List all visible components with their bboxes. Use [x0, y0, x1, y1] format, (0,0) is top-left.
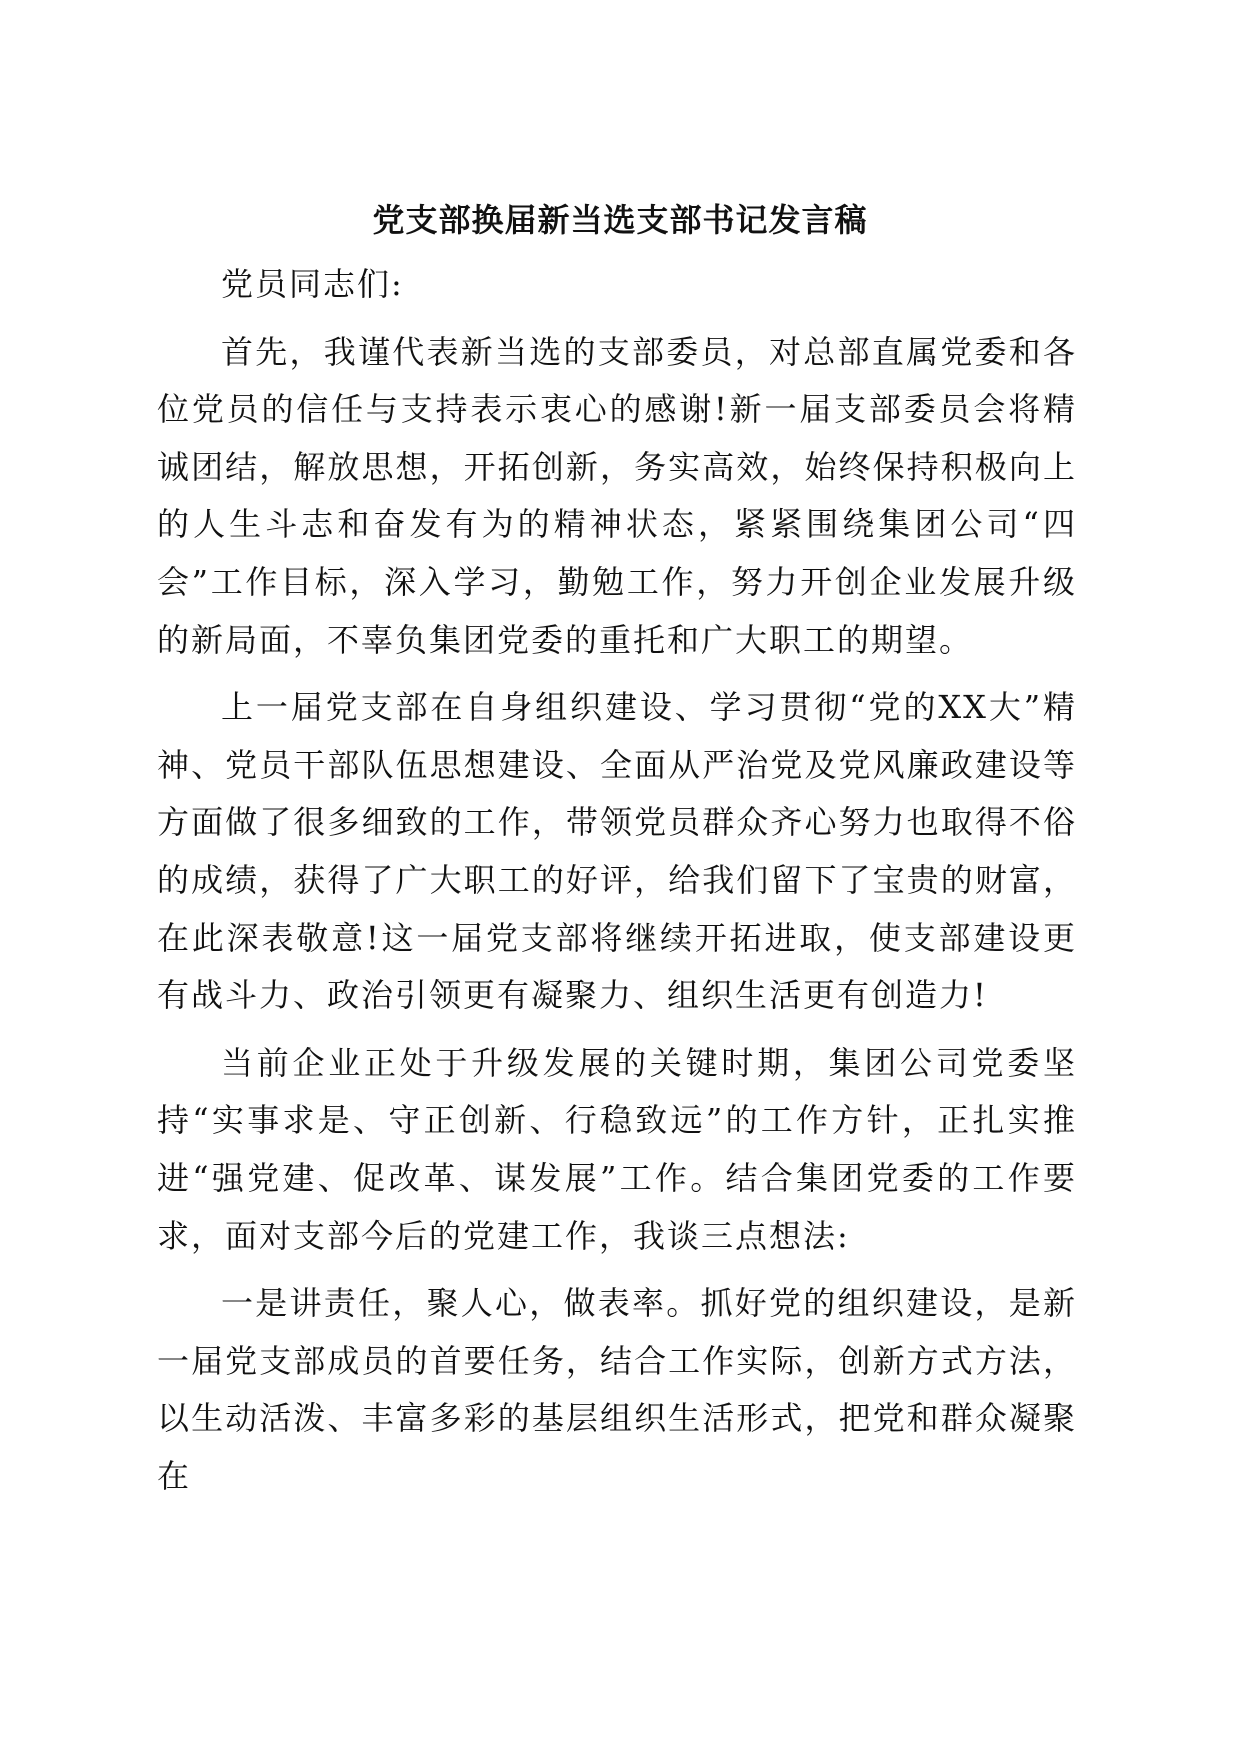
document-title: 党支部换届新当选支部书记发言稿 [372, 201, 868, 239]
paragraph-3: 当前企业正处于升级发展的关键时期，集团公司党委坚持“实事求是、守正创新、行稳致远”的工作方针，正扎实推进“强党建、促改革、谋发展”工作。结合集团党委的工作要求，面对支部今后的党建工作，我谈三点想法: [157, 1043, 1077, 1255]
paragraph-4: 一是讲责任，聚人心，做表率。抓好党的组织建设，是新一届党支部成员的首要任务，结合工作实际，创新方式方法，以生动活泼、丰富多彩的基层组织生活形式，把党和群众凝聚在 [157, 1284, 1077, 1495]
salutation: 党员同志们: [221, 265, 404, 303]
document-body [157, 256, 1077, 1515]
paragraph-2: 上一届党支部在自身组织建设、学习贯彻“党的XX大”精神、党员干部队伍思想建设、全面从严治党及党风廉政建设等方面做了很多细致的工作，带领党员群众齐心努力也取得不俗的成绩，获得了广大职工的好评，给我们留下了宝贵的财富，在此深表敬意!这一届党支部将继续开拓进取，使支部建设更有战斗力、政治引领更有凝聚力、组织生活更有创造力! [157, 688, 1077, 1015]
paragraph-1: 首先，我谨代表新当选的支部委员，对总部直属党委和各位党员的信任与支持表示衷心的感谢!新一届支部委员会将精诚团结，解放思想，开拓创新，务实高效，始终保持积极向上的人生斗志和奋发有为的精神状态，紧紧围绕集团公司“四会”工作目标，深入学习，勤勉工作，努力开创企业发展升级的新局面，不辜负集团党委的重托和广大职工的期望。 [157, 332, 1077, 659]
